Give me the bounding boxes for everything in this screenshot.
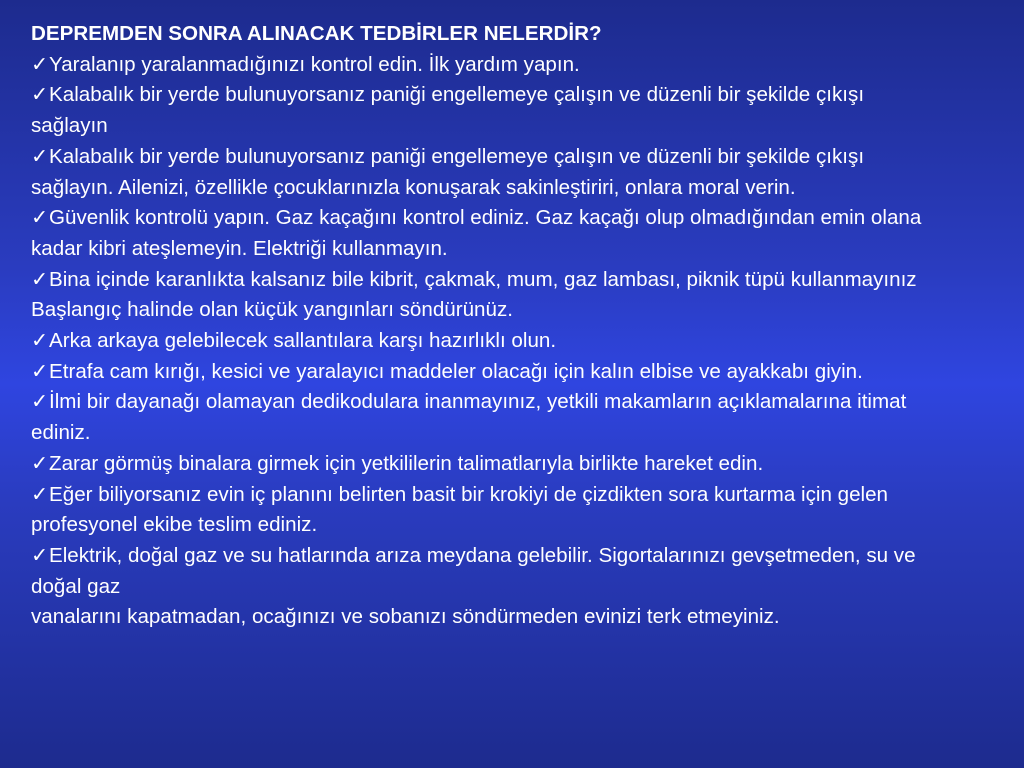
check-icon: ✓ — [31, 329, 49, 353]
list-item — [31, 541, 931, 602]
list-item — [31, 449, 931, 480]
list-item — [31, 326, 931, 357]
check-icon: ✓ — [31, 359, 49, 383]
list-item — [31, 142, 931, 203]
check-icon: ✓ — [31, 144, 49, 168]
check-icon: ✓ — [31, 543, 49, 567]
list-item-text: Zarar görmüş binalara girmek için yetkililerin talimatlarıyla birlikte hareket edin. — [49, 451, 764, 475]
list-item — [31, 480, 931, 541]
list-item-text: Arka arkaya gelebilecek sallantılara karşı hazırlıklı olun. — [49, 329, 557, 353]
list-item — [31, 203, 931, 264]
list-item-text: Eğer biliyorsanız evin iç planını belirten basit bir krokiyi de çizdikten sora kurtarma için gelen profesyonel ekibe teslim ediniz. — [31, 482, 889, 537]
list-item-text: İlmi bir dayanağı olamayan dedikodulara inanmayınız, yetkili makamların açıklamalarına itimat ediniz. — [31, 390, 907, 445]
list-item — [31, 387, 931, 448]
list-item-text: Bina içinde karanlıkta kalsanız bile kibrit, çakmak, mum, gaz lambası, piknik tüpü kullanmayınız Başlangıç halinde olan küçük yangınları söndürünüz. — [31, 267, 917, 322]
list-item-continuation — [31, 602, 931, 633]
slide-title: DEPREMDEN SONRA ALINACAK TEDBİRLER NELERDİR? — [31, 22, 602, 45]
list-item-text: Yaralanıp yaralanmadığınızı kontrol edin. İlk yardım yapın. — [49, 52, 580, 76]
list-item-text: vanalarını kapatmadan, ocağınızı ve sobanızı söndürmeden evinizi terk etmeyiniz. — [31, 605, 780, 629]
list-item-text: Etrafa cam kırığı, kesici ve yaralayıcı maddeler olacağı için kalın elbise ve ayakkabı giyin. — [49, 359, 863, 383]
check-icon: ✓ — [31, 83, 49, 107]
list-item — [31, 357, 931, 388]
check-icon: ✓ — [31, 451, 49, 475]
list-item-text: Kalabalık bir yerde bulunuyorsanız paniği engellemeye çalışın ve düzenli bir şekilde çıkışı sağlayın. Ailenizi, özellikle çocuklarınızla konuşarak sakinleştiriri, onlara moral verin. — [31, 144, 865, 199]
list-item — [31, 50, 931, 81]
list-item-text: Güvenlik kontrolü yapın. Gaz kaçağını kontrol ediniz. Gaz kaçağı olup olmadığından emin olana kadar kibri ateşlemeyin. Elektriği kullanmayın. — [31, 206, 922, 260]
check-icon: ✓ — [31, 206, 49, 230]
list-item — [31, 80, 931, 141]
check-icon: ✓ — [31, 390, 49, 414]
slide-content — [31, 19, 931, 633]
measures-list — [31, 50, 931, 633]
list-item-text: Kalabalık bir yerde bulunuyorsanız paniği engellemeye çalışın ve düzenli bir şekilde çıkışı sağlayın — [31, 83, 865, 138]
check-icon: ✓ — [31, 482, 49, 506]
list-item-text: Elektrik, doğal gaz ve su hatlarında arıza meydana gelebilir. Sigortalarınızı gevşetmeden, su ve doğal gaz — [31, 543, 916, 598]
check-icon: ✓ — [31, 267, 49, 291]
check-icon: ✓ — [31, 52, 49, 76]
list-item — [31, 265, 931, 326]
